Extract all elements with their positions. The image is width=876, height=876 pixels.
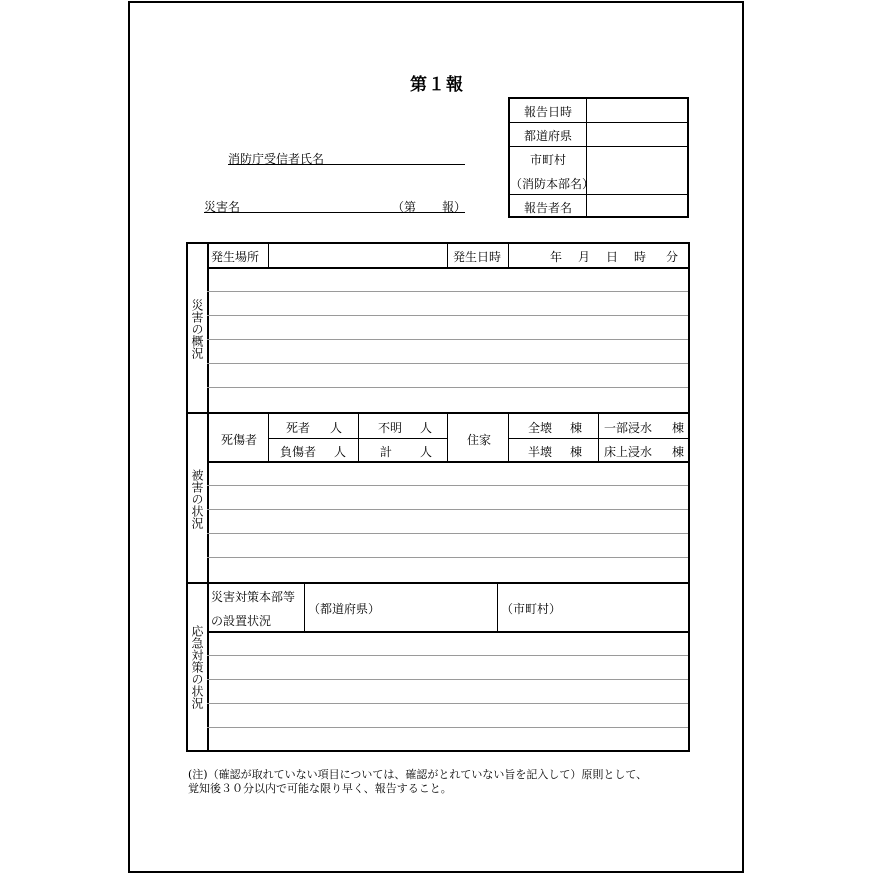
missing-label: 不明: [378, 421, 403, 435]
datetime-label: 発生日時: [453, 250, 502, 264]
hq-municipality-label: （市町村）: [501, 602, 562, 616]
partial-flood-unit: 棟: [672, 421, 685, 435]
total-label: 計: [380, 445, 393, 459]
section-overview: 災害の概況: [190, 299, 204, 359]
disaster-name-label: 災害名: [204, 200, 241, 214]
municipality-label: 市町村: [529, 153, 566, 167]
partial-flood-label: 一部浸水: [604, 421, 653, 435]
hq-label-line1: 災害対策本部等: [211, 590, 296, 604]
section-damage: 被害の状況: [190, 469, 204, 529]
hq-label-line2: の設置状況: [211, 614, 272, 628]
total-unit: 人: [420, 445, 433, 459]
reporter-label: 報告者名: [523, 201, 572, 215]
damage-text-area[interactable]: [208, 463, 688, 582]
overview-text-area[interactable]: [208, 269, 688, 412]
report-info-box: [508, 97, 689, 218]
full-destroyed-label: 全壊: [528, 421, 553, 435]
unit-day: 日: [606, 250, 619, 264]
recipient-label: 消防庁受信者氏名: [228, 152, 325, 166]
casualties-label: 死傷者: [221, 433, 258, 447]
half-destroyed-label: 半壊: [528, 445, 553, 459]
half-destroyed-unit: 棟: [570, 445, 583, 459]
response-text-area[interactable]: [208, 633, 688, 750]
report-number-close: 報）: [442, 200, 467, 214]
floor-flood-unit: 棟: [672, 445, 685, 459]
report-date-label: 報告日時: [523, 105, 572, 119]
missing-unit: 人: [420, 421, 433, 435]
dead-unit: 人: [330, 421, 343, 435]
location-input[interactable]: [269, 244, 447, 267]
dead-label: 死者: [286, 421, 311, 435]
unit-minute: 分: [666, 250, 679, 264]
note-line2: 覚知後３０分以内で可能な限り早く、報告すること。: [188, 782, 452, 795]
page-title: 第１報: [410, 75, 464, 95]
unit-year: 年: [550, 250, 563, 264]
injured-label: 負傷者: [280, 445, 317, 459]
main-form: [186, 242, 690, 752]
prefecture-label: 都道府県: [523, 129, 572, 143]
housing-label: 住家: [467, 433, 492, 447]
hq-prefecture-label: （都道府県）: [308, 602, 381, 616]
floor-flood-label: 床上浸水: [604, 445, 653, 459]
datetime-input[interactable]: [509, 244, 688, 267]
injured-unit: 人: [334, 445, 347, 459]
fire-hq-label: （消防本部名）: [510, 177, 595, 191]
recipient-line[interactable]: [228, 164, 465, 165]
disaster-name-line[interactable]: [204, 212, 465, 213]
full-destroyed-unit: 棟: [570, 421, 583, 435]
unit-hour: 時: [634, 250, 647, 264]
note-line1: (注)（確認が取れていない項目については、確認がとれていない旨を記入して）原則として、: [188, 768, 648, 781]
report-number-open: （第: [392, 200, 417, 214]
unit-month: 月: [578, 250, 591, 264]
location-label: 発生場所: [211, 250, 260, 264]
section-response: 応急対策の状況: [190, 625, 204, 709]
